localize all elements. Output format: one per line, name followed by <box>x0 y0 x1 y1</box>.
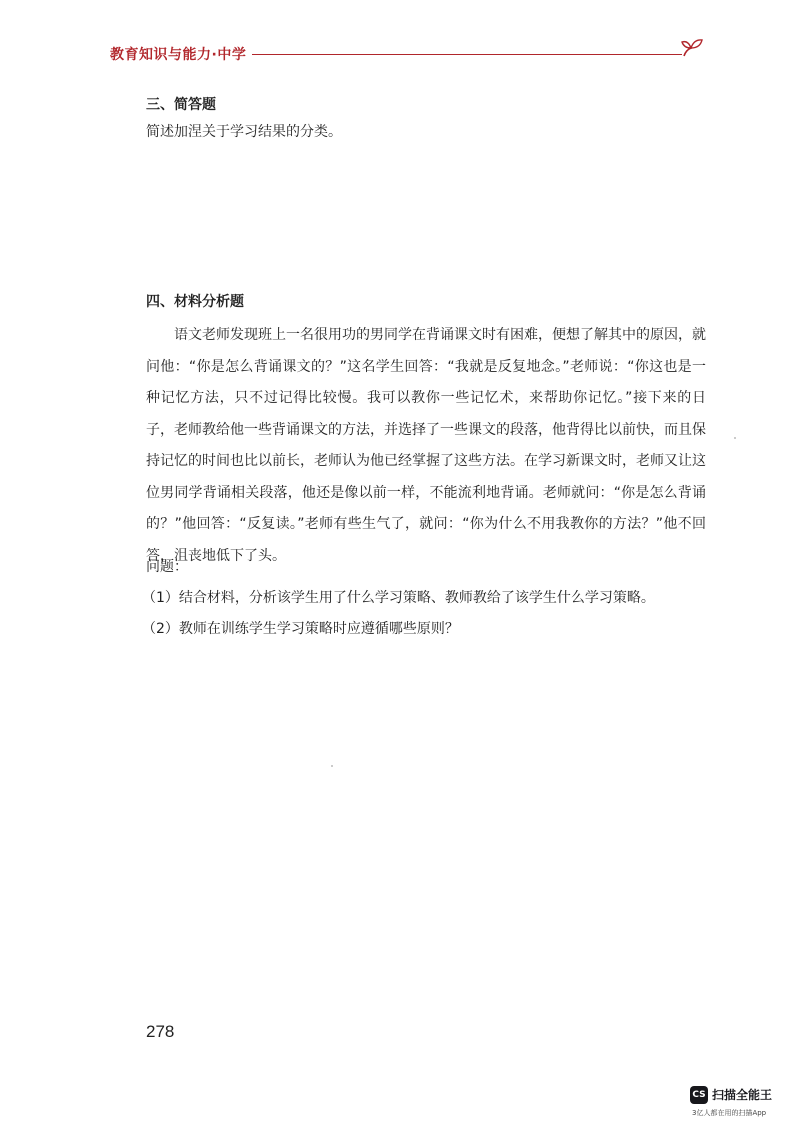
section-heading-short-answer: 三、简答题 <box>146 97 216 113</box>
material-passage: 语文老师发现班上一名很用功的男同学在背诵课文时有困难，便想了解其中的原因，就问他：“你是怎么背诵课文的？”这名学生回答：“我就是反复地念。”老师说：“你这也是一种记忆方法，只不过记得比较慢。我可以教你一些记忆术，来帮助你记忆。”接下来的日子，老师教给他一些背诵课文的方法，并选择了一些课文的段落，他背得比以前快，而且保持记忆的时间也比以前长，老师认为他已经掌握了这些方法。在学习新课文时，老师又让这位男同学背诵相关段落，他还是像以前一样，不能流利地背诵。老师就问：“你是怎么背诵的？”他回答：“反复读。”老师有些生气了，就问：“你为什么不用我教你的方法？”他不回答，沮丧地低下了头。 <box>146 327 706 564</box>
scan-speck <box>331 765 333 767</box>
scanner-tagline: 3亿人都在用的扫描App <box>692 1109 767 1117</box>
question-1: （1）结合材料，分析该学生用了什么学习策略、教师教给了该学生什么学习策略。 <box>142 590 655 606</box>
sprout-icon <box>676 34 706 64</box>
running-header <box>110 40 700 70</box>
page-number: 278 <box>146 1022 175 1041</box>
questions-label: 问题： <box>146 559 188 575</box>
question-2: （2）教师在训练学生学习策略时应遵循哪些原则？ <box>142 621 459 637</box>
header-rule <box>252 54 682 55</box>
scanner-watermark <box>690 1086 800 1126</box>
short-answer-question: 简述加涅关于学习结果的分类。 <box>146 124 342 140</box>
header-title: 教育知识与能力·中学 <box>110 47 247 63</box>
section-heading-material-analysis: 四、材料分析题 <box>146 294 244 310</box>
scanner-app-name: 扫描全能王 <box>712 1088 773 1102</box>
scanner-logo-icon: CS <box>690 1086 708 1104</box>
scan-speck <box>734 437 736 439</box>
